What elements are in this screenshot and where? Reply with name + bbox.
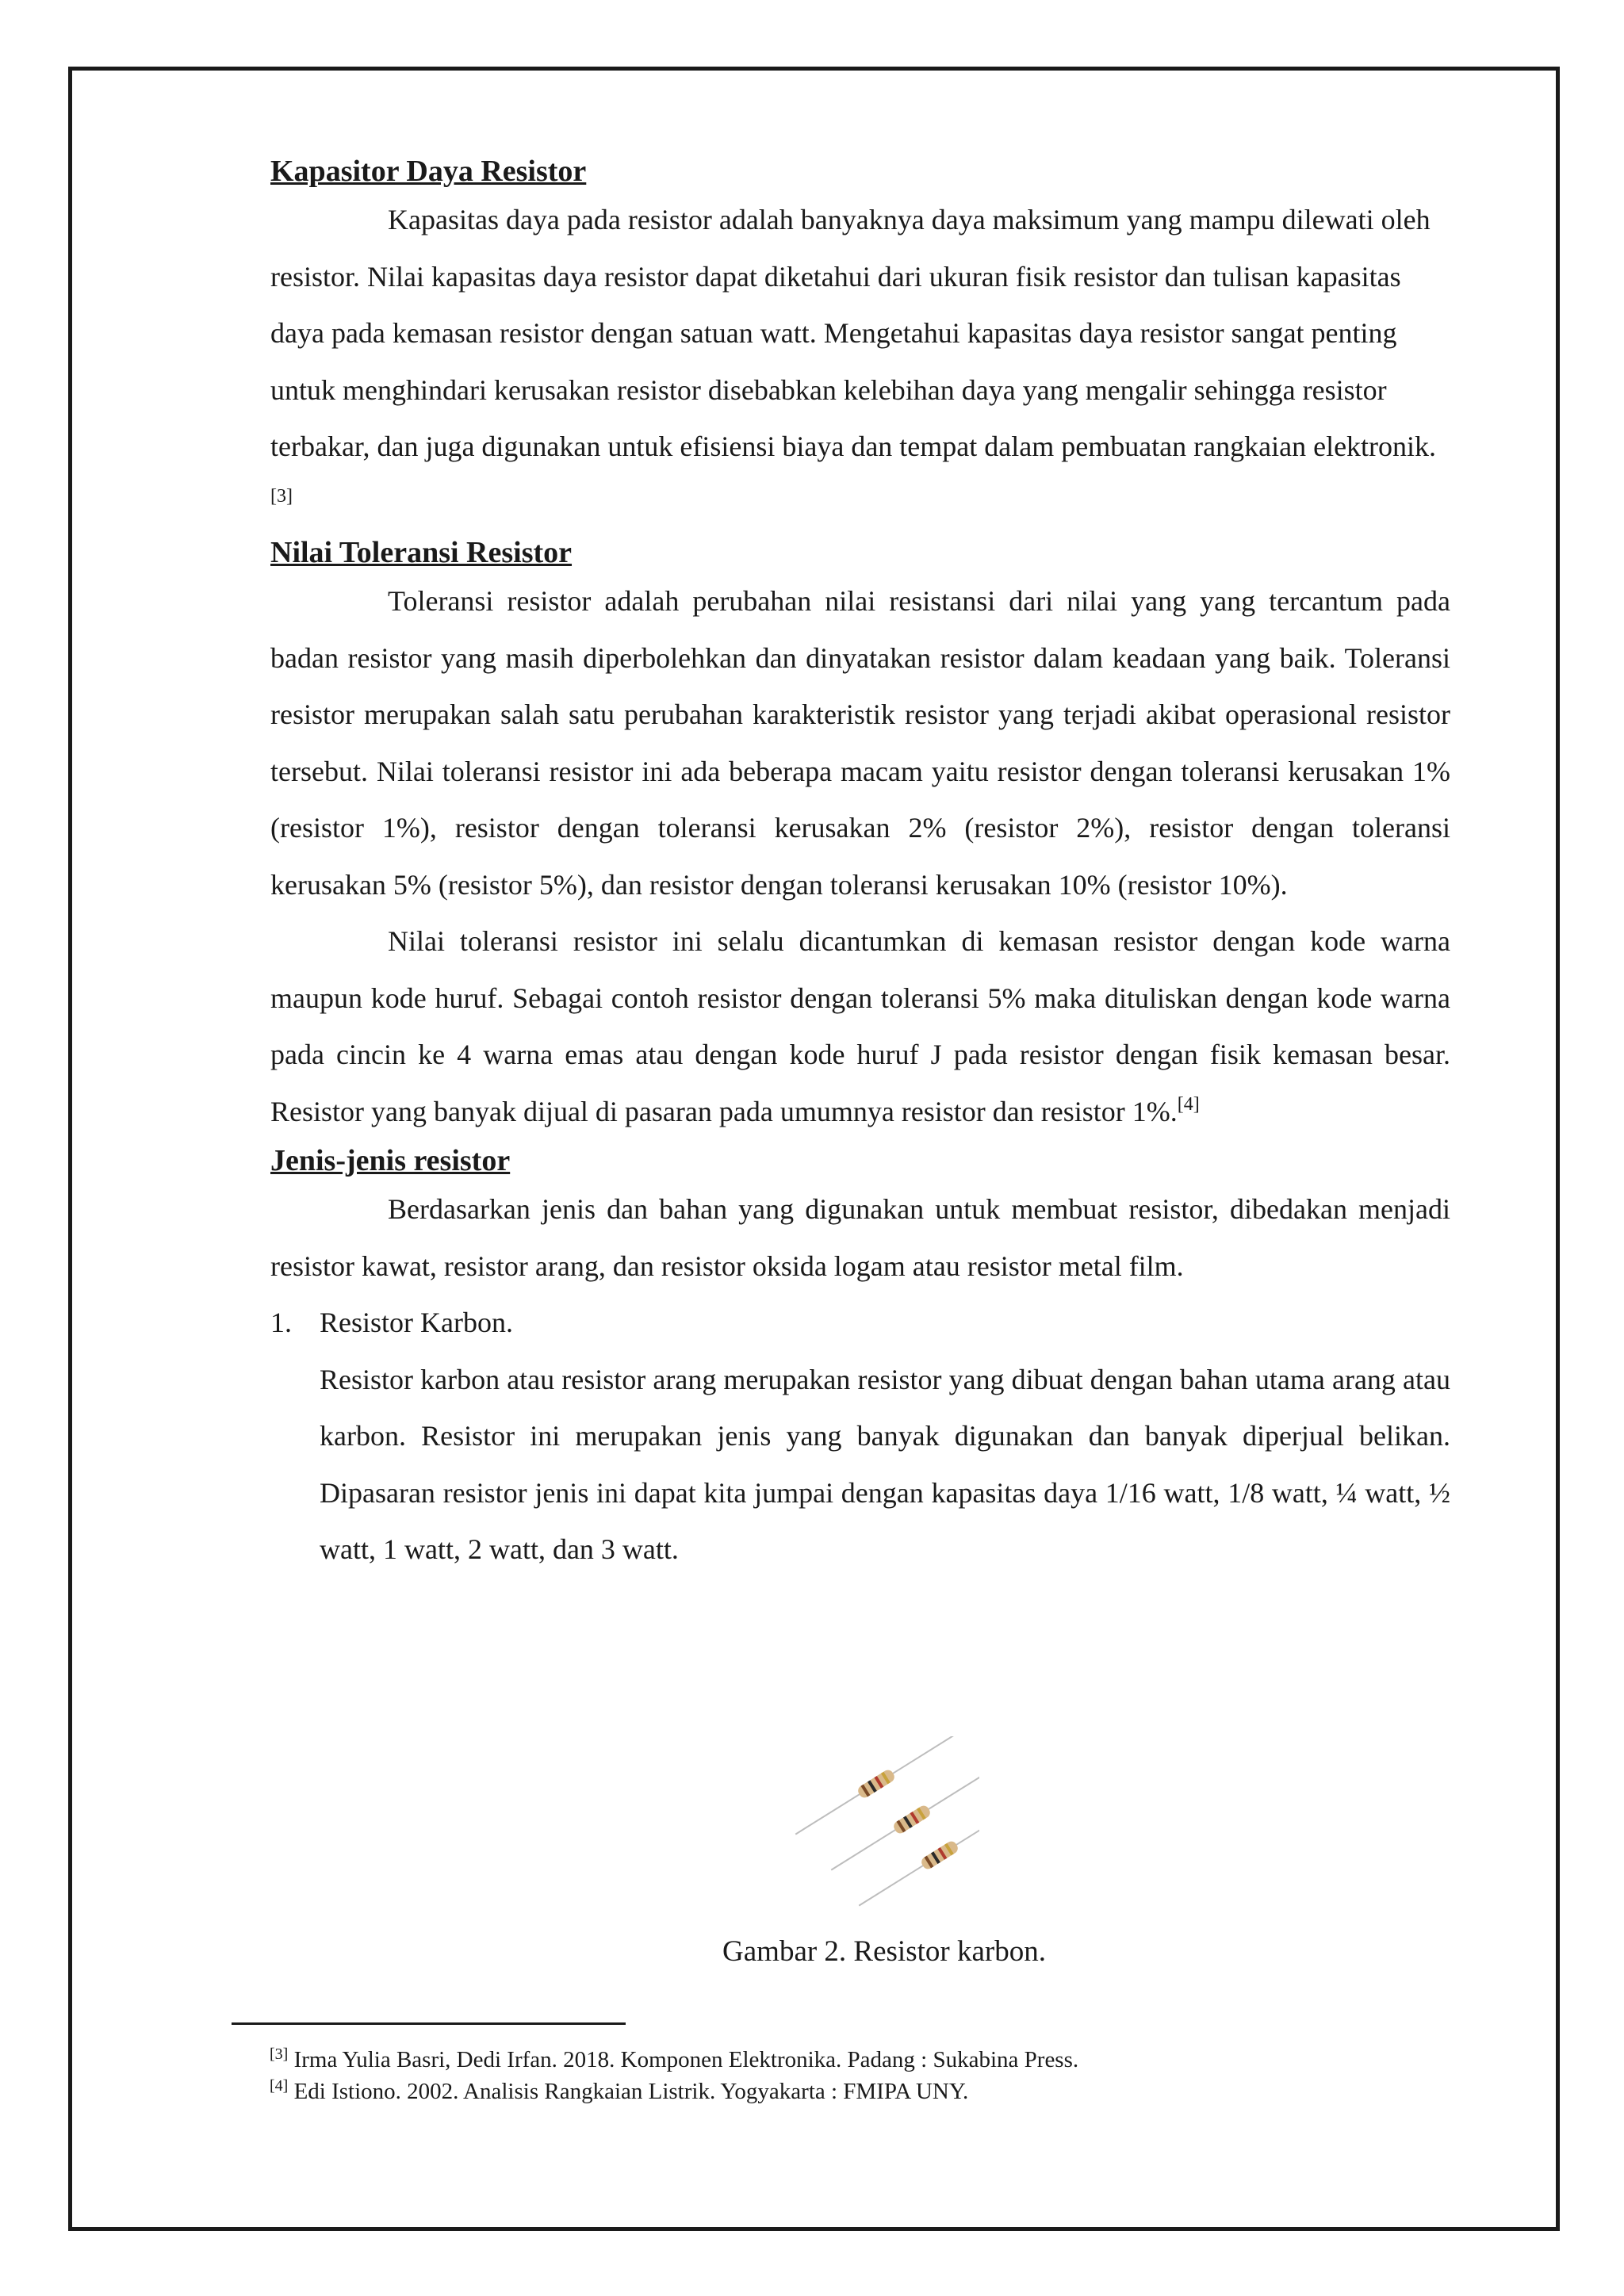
resistor-1 [792,1736,960,1839]
footnotes [270,2044,1078,2107]
footnote-ref-4: [4] [1177,1093,1200,1115]
list-number: 1. [270,1307,292,1338]
paragraph-kapasitor-daya: Kapasitas daya pada resistor adalah banyaknya daya maksimum yang mampu dilewati oleh resistor. Nilai kapasitas daya resistor dapat diketahui dari ukuran fisik resistor dan tulisan kapasitas daya pada kemasan resistor dengan satuan watt. Mengetahui kapasitas daya resistor sangat penting untuk menghindari kerusakan resistor disebabkan kelebihan daya yang mengalir sehingga resistor terbakar, dan juga digunakan untuk efisiensi biaya dan tempat dalam pembuatan rangkaian elektronik.[3] [270,204,1437,507]
paragraph-toleransi-2: Nilai toleransi resistor ini selalu dicantumkan di kemasan resistor dengan kode warna maupun kode huruf. Sebagai contoh resistor dengan toleransi 5% maka dituliskan dengan kode warna pada cincin ke 4 warna emas atau dengan kode huruf J pada resistor dengan fisik kemasan besar. Resistor yang banyak dijual di pasaran pada umumnya resistor dan resistor 1%.[4] [270,925,1450,1127]
footnote-divider [232,2022,626,2025]
page-content [270,151,1450,1578]
list-item-title: Resistor Karbon. [320,1307,513,1338]
carbon-resistors-image [789,1736,979,1923]
list-item-resistor-karbon [270,1295,1450,1578]
paragraph-toleransi-1: Toleransi resistor adalah perubahan nilai resistansi dari nilai yang yang tercantum pada badan resistor yang masih diperbolehkan dan dinyatakan resistor dalam keadaan yang baik. Toleransi resistor merupakan salah satu perubahan karakteristik resistor yang terjadi akibat operasional resistor tersebut. Nilai toleransi resistor ini ada beberapa macam yaitu resistor dengan toleransi kerusakan 1% (resistor 1%), resistor dengan toleransi kerusakan 2% (resistor 2%), resistor dengan toleransi kerusakan 5% (resistor 5%), dan resistor dengan toleransi kerusakan 10% (resistor 10%). [270,585,1450,901]
footnote-4: [4] Edi Istiono. 2002. Analisis Rangkaian Listrik. Yogyakarta : FMIPA UNY. [270,2077,969,2104]
figure-caption: Gambar 2. Resistor karbon. [722,1935,1046,1968]
paragraph-jenis-resistor: Berdasarkan jenis dan bahan yang digunakan untuk membuat resistor, dibedakan menjadi resistor kawat, resistor arang, dan resistor oksida logam atau resistor metal film. [270,1193,1450,1282]
list-item-body: Resistor karbon atau resistor arang merupakan resistor yang dibuat dengan bahan utama arang atau karbon. Resistor ini merupakan jenis yang banyak digunakan dan banyak diperjual belikan. Dipasaran resistor jenis ini dapat kita jumpai dengan kapasitas daya 1/16 watt, 1/8 watt, ¼ watt, ½ watt, 1 watt, 2 watt, dan 3 watt. [320,1363,1450,1565]
heading-jenis-resistor: Jenis-jenis resistor [270,1144,511,1177]
footnote-ref-3: [3] [270,485,293,507]
footnote-3: [3] Irma Yulia Basri, Dedi Irfan. 2018. Komponen Elektronika. Padang : Sukabina Press. [270,2045,1079,2072]
resistor-2 [828,1764,979,1876]
heading-nilai-toleransi: Nilai Toleransi Resistor [270,536,573,569]
heading-kapasitor-daya: Kapasitor Daya Resistor [270,155,587,188]
